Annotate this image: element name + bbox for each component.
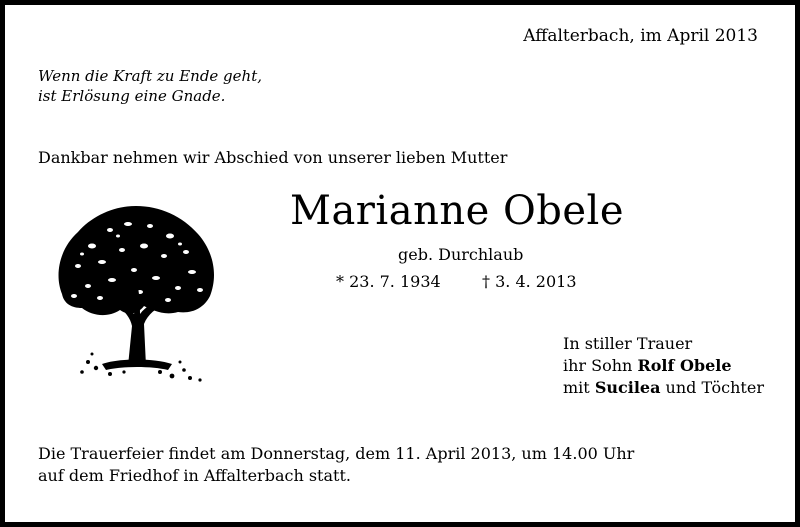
mourner-partner-name: Sucilea: [594, 378, 661, 397]
tree-icon: [52, 196, 220, 386]
mourners-line-2: [563, 355, 764, 377]
maiden-name: geb. Durchlaub: [398, 245, 524, 264]
deceased-name: Marianne Obele: [290, 188, 625, 234]
mourners-block: [563, 333, 764, 399]
mourner-son-name: Rolf Obele: [637, 356, 732, 375]
motto: [38, 66, 262, 106]
motto-line-2: ist Erlösung eine Gnade.: [38, 87, 226, 105]
place-date: Affalterbach, im April 2013: [523, 26, 758, 46]
mourners-line-3-suffix: und Töchter: [660, 378, 764, 397]
funeral-info-line-1: Die Trauerfeier findet am Donnerstag, dem 11. April 2013, um 14.00 Uhr: [38, 444, 635, 463]
mourners-line-3: [563, 377, 764, 399]
motto-line-1: Wenn die Kraft zu Ende geht,: [38, 67, 262, 85]
mourners-line-1: In stiller Trauer: [563, 334, 693, 353]
death-date: † 3. 4. 2013: [482, 272, 577, 291]
mourners-line-2-prefix: ihr Sohn: [563, 356, 638, 375]
mourners-line-3-prefix: mit: [563, 378, 595, 397]
funeral-info-line-2: auf dem Friedhof in Affalterbach statt.: [38, 466, 351, 485]
intro-text: Dankbar nehmen wir Abschied von unserer lieben Mutter: [38, 148, 508, 167]
funeral-info: [38, 443, 634, 487]
birth-date: * 23. 7. 1934: [336, 272, 441, 291]
